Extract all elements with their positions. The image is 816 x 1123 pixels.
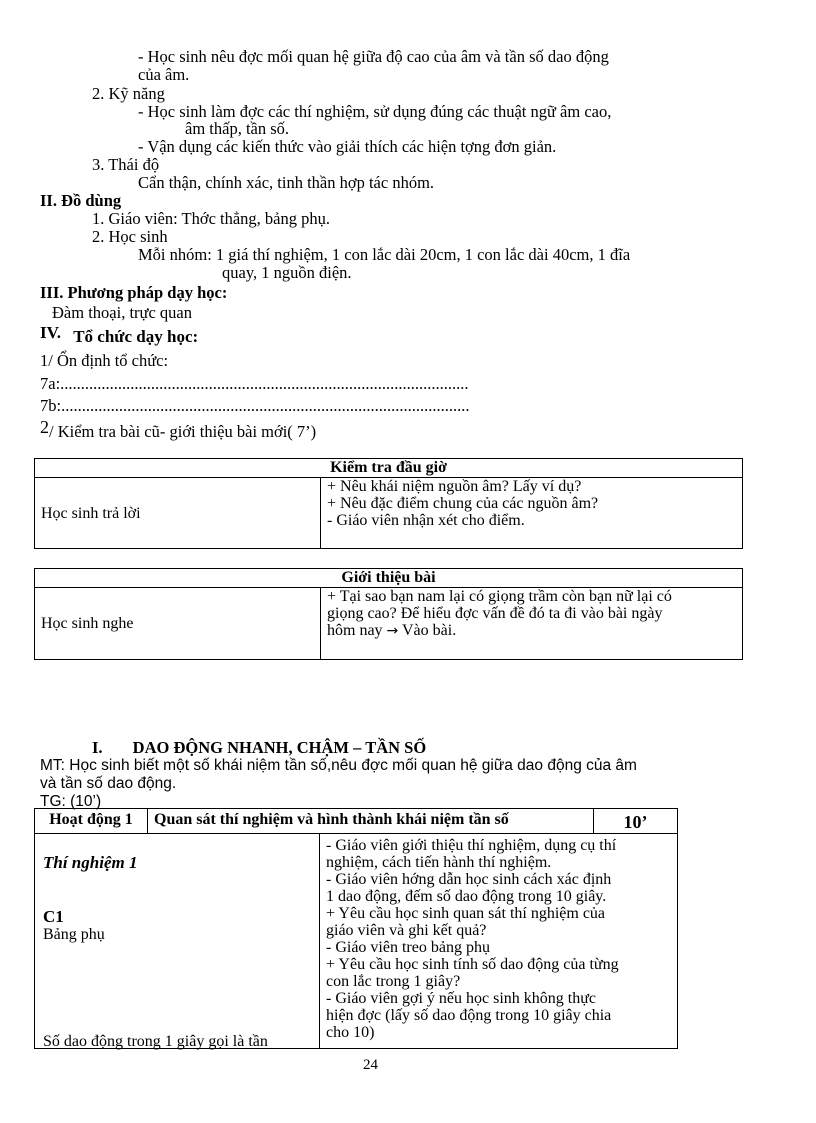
group-equipment-2: quay, 1 nguồn điện.: [222, 263, 352, 282]
activity-label: Hoạt động 1: [35, 809, 148, 834]
activity-duration: 10’: [594, 809, 678, 834]
activity-right-cell: [320, 834, 678, 1049]
activity-title: Quan sát thí nghiệm và hình thành khái niệm tần số: [148, 809, 594, 834]
review-text: / Kiểm tra bài cũ- giới thiệu bài mới( 7’): [49, 422, 317, 441]
review-teacher-note: - Giáo viên nhận xét cho điểm.: [327, 512, 525, 529]
student-heading: 2. Học sinh: [92, 227, 168, 246]
board-label: Bảng phụ: [43, 926, 105, 943]
stabilize-heading: 1/ Ổn định tổ chức:: [40, 351, 169, 370]
activity-step: cho 10): [326, 1024, 375, 1041]
page-number: 24: [363, 1057, 378, 1073]
method-text: Đàm thoại, trực quan: [52, 303, 192, 322]
teacher-equipment: 1. Giáo viên: Thớc thẳng, bảng phụ.: [92, 209, 331, 228]
intro-line-3: [327, 622, 736, 640]
activity-step: - Giáo viên hớng dẫn học sinh cách xác định: [326, 871, 612, 888]
class-7b-line: 7b:...................................................................................................: [40, 396, 470, 415]
review-question-2: + Nêu đặc điểm chung của các nguồn âm?: [327, 495, 599, 512]
review-table-title: Kiểm tra đầu giờ: [35, 459, 743, 478]
experiment-1-label: Thí nghiệm 1: [43, 853, 138, 872]
organization-number: IV.: [40, 323, 61, 342]
attitude-line: Cẩn thận, chính xác, tinh thần hợp tác nhóm.: [138, 173, 435, 192]
organization-heading: [40, 323, 199, 346]
c1-label: C1: [43, 907, 64, 926]
activity-step: hiện đợc (lấy số dao động trong 10 giây chia: [326, 1007, 612, 1024]
section-number: I.: [92, 738, 103, 757]
review-table: [34, 458, 743, 549]
review-table-left: Học sinh trả lời: [35, 478, 321, 549]
intro-line-2: giọng cao? Để hiểu đợc vấn đề đó ta đi vào bài ngày: [327, 605, 663, 622]
arrow-right-icon: →: [386, 623, 399, 639]
objective-line-1: - Học sinh nêu đợc mối quan hệ giữa độ cao của âm và tần số dao động: [138, 47, 609, 66]
activity-left-cell: [35, 834, 320, 1049]
activity-step: - Giáo viên gợi ý nếu học sinh không thực: [326, 990, 596, 1007]
attitude-heading: 3. Thái độ: [92, 155, 160, 174]
intro-table: [34, 568, 743, 660]
skills-line-2: âm thấp, tần số.: [185, 119, 290, 138]
section-title: DAO ĐỘNG NHANH, CHẬM – TẦN SỐ: [132, 738, 427, 757]
intro-line-3-end: Vào bài.: [402, 622, 457, 639]
equipment-heading: II. Đồ dùng: [40, 191, 122, 210]
intro-line-1: + Tại sao bạn nam lại có giọng trầm còn bạn nữ lại có: [327, 588, 672, 605]
section-heading: [92, 739, 426, 757]
section-time: TG: (10’): [40, 793, 102, 810]
method-heading: III. Phương pháp dạy học:: [40, 283, 228, 302]
activity-table: [34, 808, 678, 1049]
section-objective-1: MT: Học sinh biết một số khái niệm tần số,nêu đợc mối quan hệ giữa dao động của âm: [40, 757, 637, 774]
activity-step: con lắc trong 1 giây?: [326, 973, 461, 990]
objective-line-2: của âm.: [138, 65, 190, 84]
activity-step: nghiệm, cách tiến hành thí nghiệm.: [326, 854, 552, 871]
frequency-definition: Số dao động trong 1 giây gọi là tần: [43, 1033, 268, 1050]
activity-step: giáo viên và ghi kết quả?: [326, 922, 487, 939]
intro-table-right: [321, 588, 743, 660]
skills-line-3: - Vận dụng các kiến thức vào giải thích các hiện tợng đơn giản.: [138, 137, 557, 156]
activity-step: 1 dao động, đếm số dao động trong 10 giây.: [326, 888, 607, 905]
review-table-right: [321, 478, 743, 549]
class-7a-line: 7a:...................................................................................................: [40, 374, 469, 393]
group-equipment-1: Mỗi nhóm: 1 giá thí nghiệm, 1 con lắc dài 20cm, 1 con lắc dài 40cm, 1 đĩa: [138, 245, 631, 264]
intro-table-title: Giới thiệu bài: [35, 569, 743, 588]
activity-step: - Giáo viên giới thiệu thí nghiệm, dụng cụ thí: [326, 837, 617, 854]
intro-line-3-text: hôm nay: [327, 622, 383, 639]
skills-line-1: - Học sinh làm đợc các thí nghiệm, sử dụng đúng các thuật ngữ âm cao,: [138, 102, 612, 121]
organization-title: Tổ chức dạy học:: [73, 327, 199, 346]
activity-step: + Yêu cầu học sinh quan sát thí nghiệm của: [326, 905, 606, 922]
activity-step: - Giáo viên treo bảng phụ: [326, 939, 490, 956]
review-heading: [40, 417, 317, 441]
skills-heading: 2. Kỹ năng: [92, 84, 165, 103]
review-number: 2: [40, 417, 49, 437]
section-objective-2: và tần số dao động.: [40, 775, 177, 792]
intro-table-left: Học sinh nghe: [35, 588, 321, 660]
review-question-1: + Nêu khái niệm nguồn âm? Lấy ví dụ?: [327, 478, 582, 495]
activity-step: + Yêu cầu học sinh tính số dao động của từng: [326, 956, 619, 973]
